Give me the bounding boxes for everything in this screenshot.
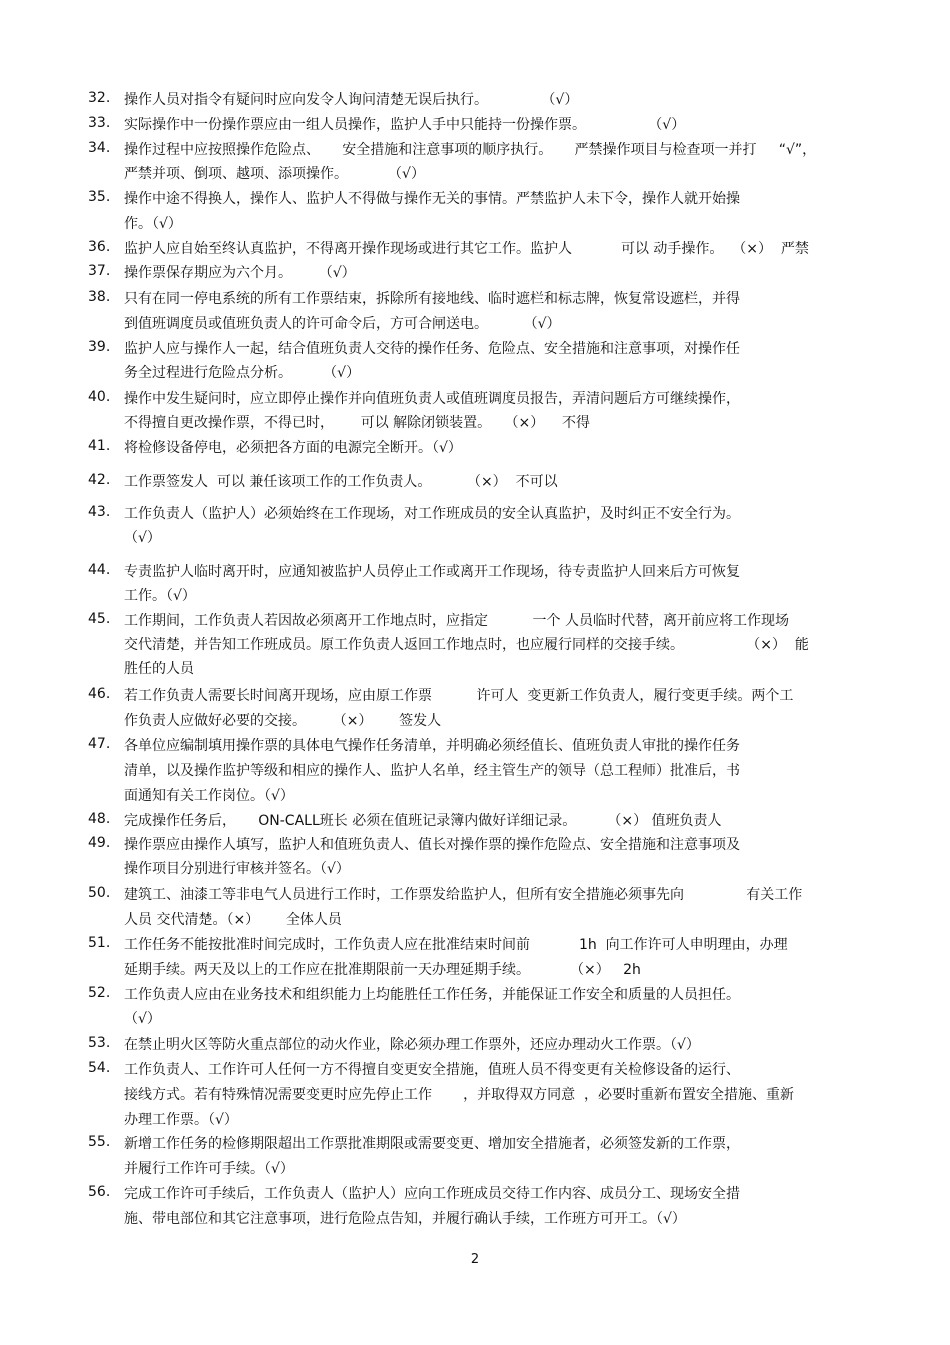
question-text-line: 操作过程中应按照操作危险点、 安全措施和注意事项的顺序执行。 严禁操作项目与检查项一并打 “√”，	[124, 142, 817, 158]
question-text-line: 接线方式。若有特殊情况需要变更时应先停止工作 ，并取得双方同意 ，必要时重新布置安全措施、重新	[124, 1087, 795, 1103]
question-text-line: 工作负责人（监护人）必须始终在工作现场，对工作班成员的安全认真监护，及时纠正不安全行为。	[124, 506, 740, 522]
question-number: 37.	[88, 263, 111, 279]
question-number: 46.	[88, 686, 111, 702]
question-number: 49.	[88, 835, 111, 851]
question-text-line: 并履行工作许可手续。（√）	[124, 1161, 294, 1177]
question-number: 33.	[88, 115, 111, 131]
question-text-line: 工作任务不能按批准时间完成时，工作负责人应在批准结束时间前 1h 向工作许可人申明理由，办理	[124, 937, 788, 953]
question-number: 41.	[88, 438, 111, 454]
question-text-line: 作负责人应做好必要的交接。 （×） 签发人	[124, 713, 442, 729]
question-number: 50.	[88, 885, 111, 901]
question-text-line: 工作期间，工作负责人若因故必须离开工作地点时，应指定 一个 人员临时代替，离开前应将工作现场	[124, 613, 789, 629]
question-text-line: 工作票签发人 可以 兼任该项工作的工作负责人。 （×） 不可以	[124, 474, 558, 490]
question-text-line: 若工作负责人需要长时间离开现场，应由原工作票 许可人 变更新工作负责人，履行变更手续。两个工	[124, 688, 794, 704]
question-number: 51.	[88, 935, 111, 951]
question-text-line: 严禁并项、倒项、越项、添项操作。 （√）	[124, 166, 425, 182]
question-text-line: 务全过程进行危险点分析。 （√）	[124, 365, 361, 381]
question-number: 39.	[88, 339, 111, 355]
question-text-line: 监护人应自始至终认真监护，不得离开操作现场或进行其它工作。监护人 可以 动手操作。 （×） 严禁	[124, 241, 809, 257]
page-number: 2	[470, 1252, 480, 1267]
question-text-line: 交代清楚，并告知工作班成员。原工作负责人返回工作地点时，也应履行同样的交接手续。 （×） 能	[124, 637, 809, 653]
question-number: 55.	[88, 1134, 111, 1150]
question-text-line: 在禁止明火区等防火重点部位的动火作业，除必须办理工作票外，还应办理动火工作票。（√）	[124, 1037, 700, 1053]
question-text-line: 工作负责人、工作许可人任何一方不得擅自变更安全措施，值班人员不得变更有关检修设备的运行、	[124, 1062, 740, 1078]
question-text-line: 将检修设备停电，必须把各方面的电源完全断开。（√）	[124, 440, 462, 456]
question-text-line: 操作票应由操作人填写，监护人和值班负责人、值长对操作票的操作危险点、安全措施和注意事项及	[124, 837, 740, 853]
question-number: 56.	[88, 1184, 111, 1200]
question-number: 54.	[88, 1060, 111, 1076]
question-text-line: 完成工作许可手续后，工作负责人（监护人）应向工作班成员交待工作内容、成员分工、现场安全措	[124, 1186, 740, 1202]
question-number: 47.	[88, 736, 111, 752]
question-text-line: 面通知有关工作岗位。（√）	[124, 788, 294, 804]
question-text-line: （√）	[124, 1011, 161, 1027]
question-text-line: 完成操作任务后， ON-CALL班长 必须在值班记录簿内做好详细记录。 （×） 值班负责人	[124, 813, 722, 829]
question-text-line: 各单位应编制填用操作票的具体电气操作任务清单，并明确必须经值长、值班负责人审批的操作任务	[124, 738, 740, 754]
question-number: 34.	[88, 140, 111, 156]
question-text-line: 作。（√）	[124, 216, 182, 232]
question-number: 38.	[88, 289, 111, 305]
question-number: 48.	[88, 811, 111, 827]
question-text-line: （√）	[124, 530, 161, 546]
question-number: 53.	[88, 1035, 111, 1051]
question-text-line: 只有在同一停电系统的所有工作票结束，拆除所有接地线、临时遮栏和标志牌，恢复常设遮栏，并得	[124, 291, 740, 307]
question-text-line: 操作票保存期应为六个月。 （√）	[124, 265, 356, 281]
question-text-line: 到值班调度员或值班负责人的许可命令后，方可合闸送电。 （√）	[124, 316, 561, 332]
question-number: 44.	[88, 562, 111, 578]
question-text-line: 操作中发生疑问时，应立即停止操作并向值班负责人或值班调度员报告，弄清问题后方可继续操作，	[124, 391, 740, 407]
question-text-line: 工作负责人应由在业务技术和组织能力上均能胜任工作任务，并能保证工作安全和质量的人员担任。	[124, 987, 740, 1003]
question-text-line: 施、带电部位和其它注意事项，进行危险点告知，并履行确认手续，工作班方可开工。（√）	[124, 1211, 686, 1227]
question-text-line: 胜任的人员	[124, 661, 194, 677]
question-number: 32.	[88, 90, 111, 106]
question-text-line: 新增工作任务的检修期限超出工作票批准期限或需要变更、增加安全措施者，必须签发新的工作票，	[124, 1136, 740, 1152]
question-text-line: 操作人员对指令有疑问时应向发令人询问清楚无误后执行。 （√）	[124, 92, 579, 108]
question-number: 36.	[88, 239, 111, 255]
question-number: 43.	[88, 504, 111, 520]
question-number: 42.	[88, 472, 111, 488]
question-text-line: 建筑工、油漆工等非电气人员进行工作时，工作票发给监护人，但所有安全措施必须事先向 有关工作	[124, 887, 803, 903]
question-text-line: 工作。（√）	[124, 588, 196, 604]
question-text-line: 专责监护人临时离开时，应通知被监护人员停止工作或离开工作现场，待专责监护人回来后方可恢复	[124, 564, 740, 580]
question-text-line: 操作中途不得换人，操作人、监护人不得做与操作无关的事情。严禁监护人未下令，操作人就开始操	[124, 191, 740, 207]
question-number: 45.	[88, 611, 111, 627]
question-text-line: 监护人应与操作人一起，结合值班负责人交待的操作任务、危险点、安全措施和注意事项，对操作任	[124, 341, 740, 357]
question-text-line: 操作项目分别进行审核并签名。（√）	[124, 861, 350, 877]
question-text-line: 办理工作票。（√）	[124, 1112, 238, 1128]
question-number: 35.	[88, 189, 111, 205]
question-number: 52.	[88, 985, 111, 1001]
question-text-line: 延期手续。两天及以上的工作应在批准期限前一天办理延期手续。 （×） 2h	[124, 962, 641, 978]
question-text-line: 清单，以及操作监护等级和相应的操作人、监护人名单，经主管生产的领导（总工程师）批准后，书	[124, 763, 740, 779]
question-text-line: 不得擅自更改操作票，不得已时， 可以 解除闭锁装置。 （×） 不得	[124, 415, 591, 431]
question-number: 40.	[88, 389, 111, 405]
question-text-line: 实际操作中一份操作票应由一组人员操作，监护人手中只能持一份操作票。 （√）	[124, 117, 686, 133]
question-text-line: 人员 交代清楚。（×） 全体人员	[124, 912, 342, 928]
